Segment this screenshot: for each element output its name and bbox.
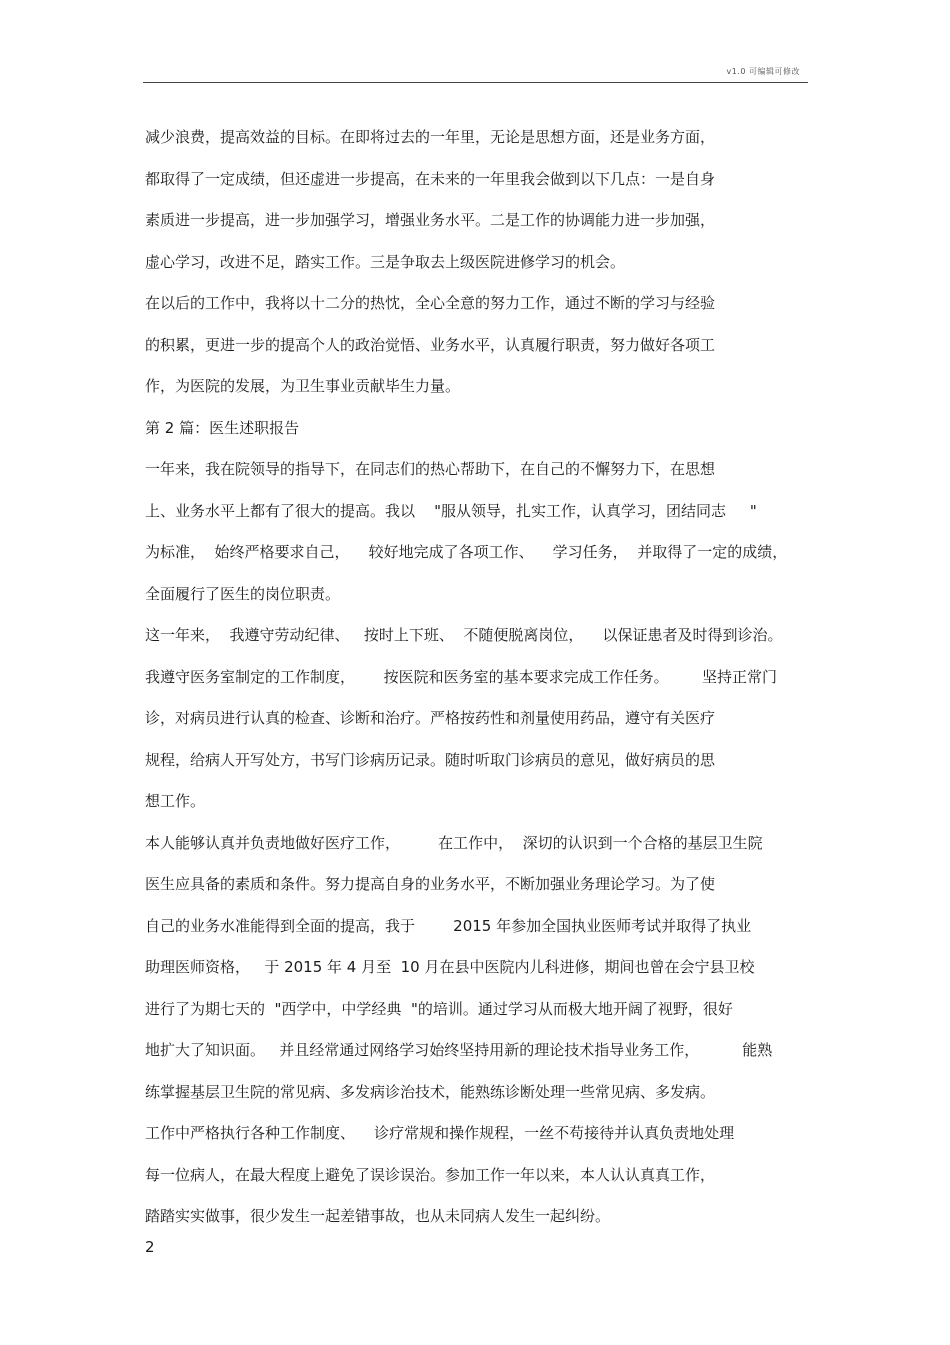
- text-line: 在以后的工作中，我将以十二分的热忱，全心全意的努力工作，通过不断的学习与经验: [145, 294, 716, 312]
- text-line: 自己的业务水准能得到全面的提高，我于 2015 年参加全国执业医师考试并取得了执业: [145, 917, 752, 935]
- text-line: 虚心学习，改进不足，踏实工作。三是争取去上级医院进修学习的机会。: [145, 253, 626, 271]
- text-line: 想工作。: [145, 792, 206, 810]
- text-line: 素质进一步提高，进一步加强学习，增强业务水平。二是工作的协调能力进一步加强，: [145, 211, 716, 229]
- text-line: 本人能够认真并负责地做好医疗工作， 在工作中， 深切的认识到一个合格的基层卫生院: [145, 834, 763, 852]
- text-line: 诊，对病员进行认真的检查、诊断和治疗。严格按药性和剂量使用药品，遵守有关医疗: [145, 709, 716, 727]
- text-line: 助理医师资格， 于 2015 年 4 月至 10 月在县中医院内儿科进修，期间也曾在会宁县卫校: [145, 958, 755, 976]
- text-line: 上、业务水平上都有了很大的提高。我以 "服从领导，扎实工作，认真学习，团结同志 ": [145, 502, 757, 520]
- text-line: 我遵守医务室制定的工作制度， 按医院和医务室的基本要求完成工作任务。 坚持正常门: [145, 668, 777, 686]
- text-line: 规程，给病人开写处方，书写门诊病历记录。随时听取门诊病员的意见，做好病员的思: [145, 751, 716, 769]
- text-line: 进行了为期七天的 "西学中，中学经典 "的培训。通过学习从而极大地开阔了视野，很好: [145, 1000, 733, 1018]
- section-heading: 第 2 篇：医生述职报告: [145, 419, 300, 437]
- text-line: 工作中严格执行各种工作制度、 诊疗常规和操作规程，一丝不苟接待并认真负责地处理: [145, 1124, 735, 1142]
- text-line: 作，为医院的发展，为卫生事业贡献毕生力量。: [145, 377, 461, 395]
- text-line: 为标准， 始终严格要求自己， 较好地完成了各项工作、 学习任务， 并取得了一定的成绩，: [145, 543, 788, 561]
- header-divider: [143, 82, 808, 83]
- version-label: v1.0 可编辑可修改: [726, 67, 800, 76]
- text-line: 医生应具备的素质和条件。努力提高自身的业务水平，不断加强业务理论学习。为了使: [145, 875, 716, 893]
- text-line: 练掌握基层卫生院的常见病、多发病诊治技术，能熟练诊断处理一些常见病、多发病。: [145, 1083, 716, 1101]
- page-number: 2: [145, 1238, 155, 1256]
- text-line: 一年来，我在院领导的指导下，在同志们的热心帮助下，在自己的不懈努力下，在思想: [145, 460, 716, 478]
- text-line: 都取得了一定成绩，但还虚进一步提高，在未来的一年里我会做到以下几点：一是自身: [145, 170, 716, 188]
- text-line: 全面履行了医生的岗位职责。: [145, 585, 341, 603]
- text-line: 的积累，更进一步的提高个人的政治觉悟、业务水平，认真履行职责，努力做好各项工: [145, 336, 716, 354]
- text-line: 每一位病人，在最大程度上避免了误诊误治。参加工作一年以来，本人认认真真工作，: [145, 1166, 716, 1184]
- text-line: 减少浪费，提高效益的目标。在即将过去的一年里，无论是思想方面，还是业务方面，: [145, 128, 716, 146]
- text-line: 踏踏实实做事，很少发生一起差错事故，也从未同病人发生一起纠纷。: [145, 1207, 611, 1225]
- text-line: 这一年来， 我遵守劳动纪律、 按时上下班、 不随便脱离岗位， 以保证患者及时得到诊治。: [145, 626, 783, 644]
- text-line: 地扩大了知识面。 并且经常通过网络学习始终坚持用新的理论技术指导业务工作， 能熟: [145, 1041, 773, 1059]
